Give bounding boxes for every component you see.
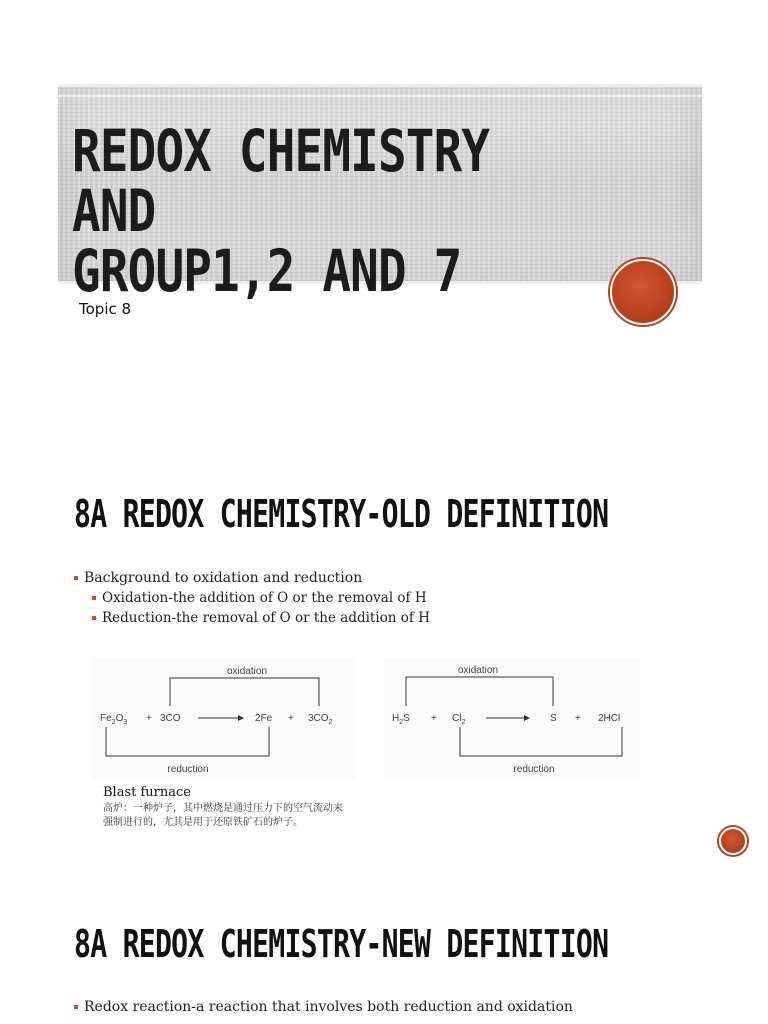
- bullet-item: Background to oxidation and reduction: [84, 568, 430, 588]
- product-3co2: $3CO_2$: [308, 713, 333, 726]
- sub-bullet-item: Reduction-the removal of O or the addition of H: [102, 610, 430, 626]
- product-2fe: 2Fe: [255, 713, 273, 724]
- bullet-list: [84, 997, 573, 1017]
- accent-circle-small: [719, 827, 747, 855]
- plus-sign: +: [431, 713, 437, 724]
- slide-subtitle: Topic 8: [79, 300, 132, 318]
- plus-sign: +: [575, 713, 581, 724]
- section-title-new-definition: 8A REDOX CHEMISTRY-NEW DEFINITION: [74, 922, 609, 966]
- slide-title: [72, 117, 564, 305]
- section-title-old-definition: 8A REDOX CHEMISTRY-OLD DEFINITION: [74, 492, 609, 536]
- reduction-label: reduction: [513, 764, 555, 775]
- reactant-3co: 3CO: [160, 713, 181, 724]
- title-banner: [58, 84, 702, 305]
- plus-sign: +: [288, 713, 294, 724]
- plus-sign: +: [146, 713, 152, 724]
- sub-bullet-item: Oxidation-the addition of O or the removal of H: [102, 588, 430, 608]
- reactant-fe2o3: $Fe_2O_3$: [100, 713, 128, 726]
- slide-title-line2: GROUP1,2 AND 7: [72, 237, 462, 305]
- oxidation-label: oxidation: [457, 665, 499, 676]
- reaction-diagram-iron: [92, 657, 354, 779]
- reduction-label: reduction: [167, 764, 209, 775]
- figure-caption-chinese: 高炉：一种炉子，其中燃烧是通过压力下的空气流动来强制进行的，尤其是用于还原铁矿石的炉子。: [103, 803, 343, 828]
- accent-circle: [610, 259, 676, 325]
- reactant-cl2: $Cl_2$: [452, 713, 466, 726]
- figure-caption: Blast furnace: [103, 785, 191, 800]
- slide-title-line1: REDOX CHEMISTRY AND: [72, 117, 490, 245]
- bullet-list: [84, 568, 430, 628]
- bullet-item: Redox reaction-a reaction that involves both reduction and oxidation: [84, 999, 573, 1015]
- oxidation-label: oxidation: [226, 666, 268, 677]
- reaction-diagram-hydrogen-sulfide: [384, 657, 640, 779]
- product-2hcl: 2HCl: [598, 713, 621, 724]
- reactant-h2s: $H_2S$: [392, 713, 410, 726]
- product-s: S: [550, 713, 557, 724]
